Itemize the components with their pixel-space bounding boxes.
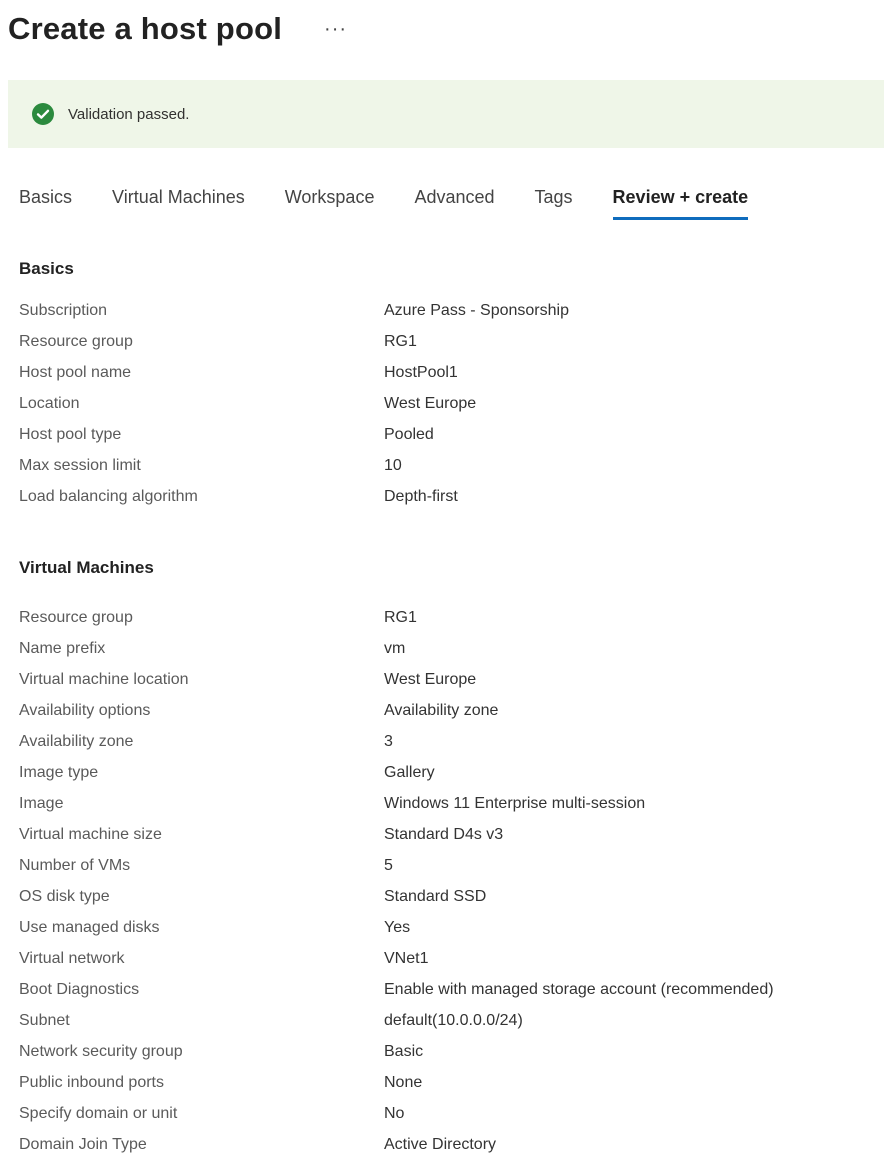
summary-value: HostPool1 bbox=[384, 364, 458, 381]
summary-label: Image bbox=[19, 795, 64, 812]
summary-row bbox=[0, 419, 888, 450]
summary-label: Resource group bbox=[19, 609, 133, 626]
summary-row bbox=[0, 850, 888, 881]
tab-advanced[interactable]: Advanced bbox=[414, 187, 495, 207]
summary-label: Max session limit bbox=[19, 457, 141, 474]
section-heading-virtual-machines: Virtual Machines bbox=[19, 558, 154, 577]
summary-value: Yes bbox=[384, 919, 411, 936]
summary-row bbox=[0, 726, 888, 757]
summary-row bbox=[0, 1067, 888, 1098]
summary-row bbox=[0, 1098, 888, 1129]
summary-label: Public inbound ports bbox=[19, 1074, 164, 1091]
tab-virtual-machines[interactable]: Virtual Machines bbox=[112, 187, 245, 207]
summary-value: default(10.0.0.0/24) bbox=[384, 1012, 523, 1029]
summary-label: Host pool name bbox=[19, 364, 132, 381]
summary-row bbox=[0, 633, 888, 664]
summary-label: Load balancing algorithm bbox=[19, 488, 198, 505]
summary-row bbox=[0, 1129, 888, 1160]
summary-label: Specify domain or unit bbox=[19, 1105, 178, 1122]
summary-row bbox=[0, 1036, 888, 1067]
summary-value: Azure Pass - Sponsorship bbox=[384, 302, 569, 319]
summary-row bbox=[0, 912, 888, 943]
wizard-tabs bbox=[19, 183, 748, 223]
summary-row bbox=[0, 819, 888, 850]
summary-label: Virtual network bbox=[19, 950, 125, 967]
summary-value: vm bbox=[384, 640, 406, 657]
summary-label: Image type bbox=[19, 764, 99, 781]
validation-banner bbox=[8, 80, 884, 148]
summary-label: Location bbox=[19, 395, 80, 412]
summary-value: Enable with managed storage account (recommended) bbox=[384, 981, 774, 998]
summary-value: West Europe bbox=[384, 671, 477, 688]
summary-label: Number of VMs bbox=[19, 857, 131, 874]
summary-value: Pooled bbox=[384, 426, 434, 443]
summary-value: Standard D4s v3 bbox=[384, 826, 504, 843]
summary-label: Subscription bbox=[19, 302, 108, 319]
summary-row bbox=[0, 450, 888, 481]
summary-value: 5 bbox=[384, 857, 393, 874]
summary-label: Resource group bbox=[19, 333, 133, 350]
summary-row bbox=[0, 974, 888, 1005]
summary-value: 10 bbox=[384, 457, 402, 474]
page-header bbox=[8, 8, 351, 50]
summary-row bbox=[0, 388, 888, 419]
summary-label: Boot Diagnostics bbox=[19, 981, 140, 998]
summary-label: Host pool type bbox=[19, 426, 122, 443]
summary-row bbox=[0, 602, 888, 633]
summary-value: No bbox=[384, 1105, 405, 1122]
summary-value: None bbox=[384, 1074, 423, 1091]
summary-row bbox=[0, 757, 888, 788]
summary-value: RG1 bbox=[384, 609, 417, 626]
summary-label: Domain Join Type bbox=[19, 1136, 147, 1153]
validation-message: Validation passed. bbox=[68, 105, 190, 123]
summary-label: Availability options bbox=[19, 702, 151, 719]
summary-label: OS disk type bbox=[19, 888, 110, 905]
more-options-button[interactable]: ··· bbox=[324, 18, 348, 40]
tab-workspace[interactable]: Workspace bbox=[284, 187, 375, 207]
summary-label: Network security group bbox=[19, 1043, 183, 1060]
summary-value: VNet1 bbox=[384, 950, 429, 967]
summary-value: Standard SSD bbox=[384, 888, 487, 905]
summary-row bbox=[0, 664, 888, 695]
summary-row bbox=[0, 481, 888, 512]
tab-basics[interactable]: Basics bbox=[19, 187, 73, 207]
section-heading-basics: Basics bbox=[19, 259, 74, 278]
summary-value: Gallery bbox=[384, 764, 435, 781]
summary-row bbox=[0, 357, 888, 388]
summary-row bbox=[0, 695, 888, 726]
summary-value: Depth-first bbox=[384, 488, 458, 505]
summary-label: Virtual machine location bbox=[19, 671, 189, 688]
tab-review-create[interactable]: Review + create bbox=[613, 183, 749, 220]
summary-row bbox=[0, 943, 888, 974]
summary-value: Availability zone bbox=[384, 702, 499, 719]
summary-label: Use managed disks bbox=[19, 919, 160, 936]
summary-label: Subnet bbox=[19, 1012, 70, 1029]
summary-label: Availability zone bbox=[19, 733, 134, 750]
summary-row bbox=[0, 295, 888, 326]
check-circle-icon bbox=[32, 103, 54, 125]
summary-value: RG1 bbox=[384, 333, 417, 350]
summary-value: Active Directory bbox=[384, 1136, 497, 1153]
tab-tags[interactable]: Tags bbox=[534, 187, 573, 207]
summary-value: Windows 11 Enterprise multi-session bbox=[384, 795, 646, 812]
summary-value: West Europe bbox=[384, 395, 477, 412]
summary-value: Basic bbox=[384, 1043, 424, 1060]
summary-value: 3 bbox=[384, 733, 393, 750]
summary-label: Name prefix bbox=[19, 640, 106, 657]
summary-row bbox=[0, 881, 888, 912]
page-title: Create a host pool bbox=[8, 11, 283, 46]
summary-row bbox=[0, 326, 888, 357]
summary-row bbox=[0, 788, 888, 819]
summary-label: Virtual machine size bbox=[19, 826, 162, 843]
summary-row bbox=[0, 1005, 888, 1036]
